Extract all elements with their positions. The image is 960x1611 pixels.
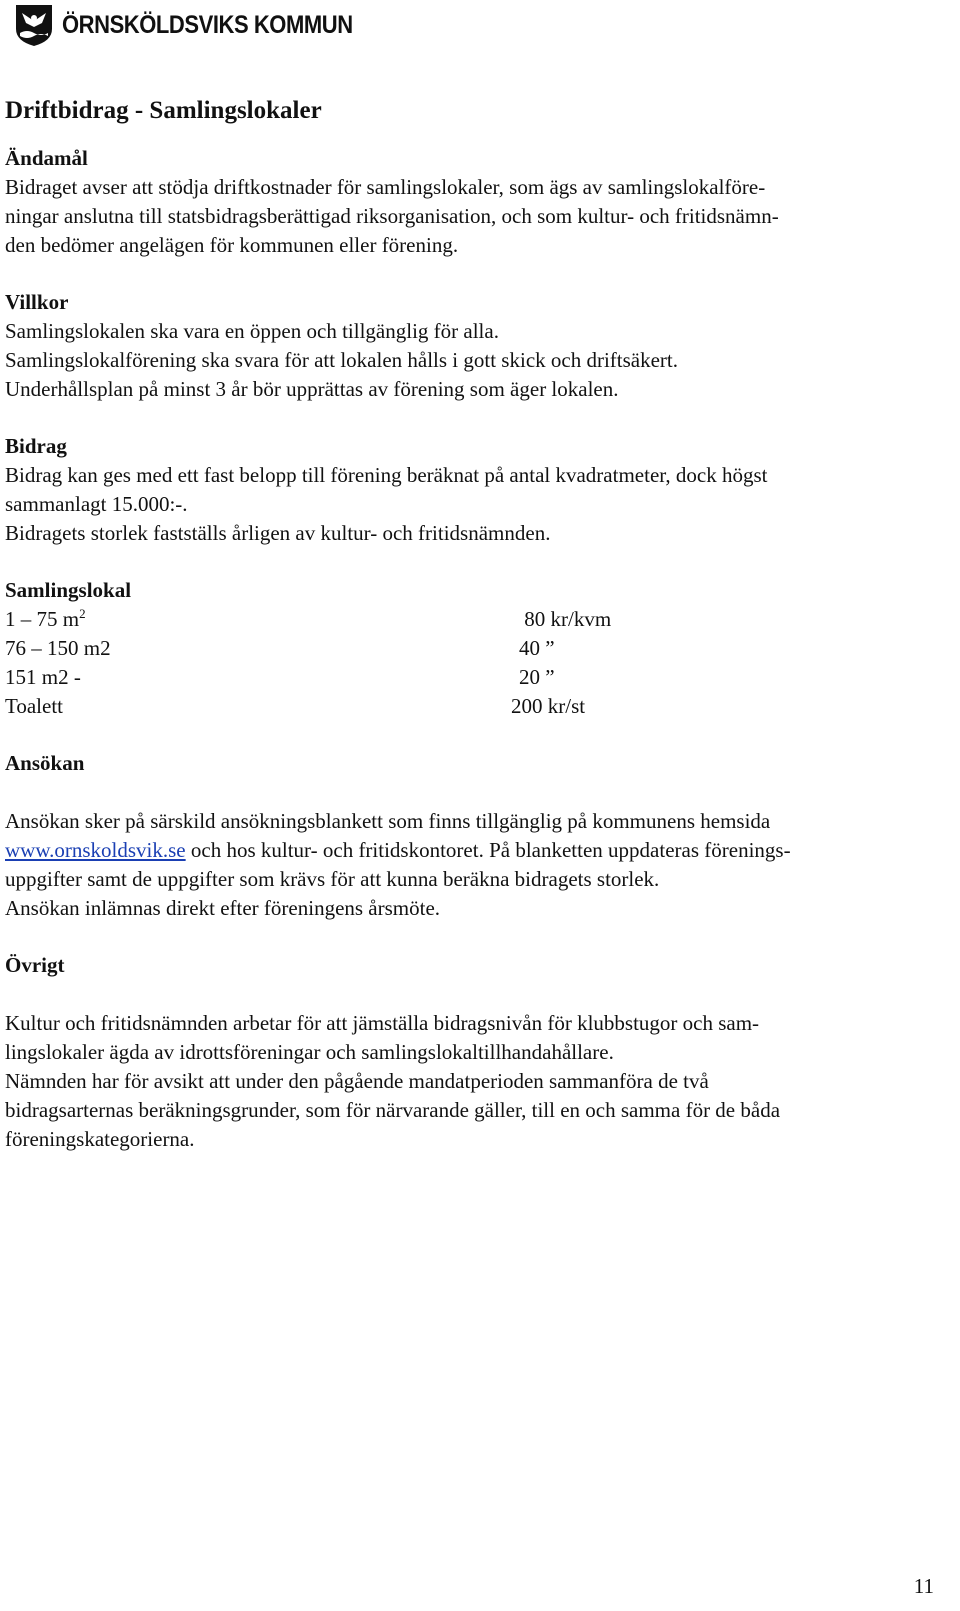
spacer: [5, 778, 935, 807]
org-name: ÖRNSKÖLDSVIKS KOMMUN: [62, 10, 353, 39]
rate-value: 20 ”: [519, 665, 555, 689]
section-andamal: [5, 144, 935, 260]
document-body: [5, 96, 935, 1182]
paragraph-line: Ansökan inlämnas direkt efter föreningens årsmöte.: [5, 896, 441, 920]
spacer: [5, 980, 935, 1009]
section-heading: Samlingslokal: [5, 578, 132, 602]
paragraph-line: Samlingslokalförening ska svara för att lokalen hålls i gott skick och driftsäkert.: [5, 348, 679, 372]
paragraph-line: Ansökan sker på särskild ansökningsblankett som finns tillgänglig på kommunens hemsida: [5, 809, 771, 833]
section-heading: Villkor: [5, 290, 69, 314]
paragraph-line: www.ornskoldsvik.se och hos kultur- och fritidskontoret. På blanketten uppdateras förenings-: [5, 838, 791, 862]
rate-size: 151 m2 -: [5, 665, 81, 689]
website-link[interactable]: www.ornskoldsvik.se: [5, 838, 186, 862]
rate-size: Toalett: [5, 694, 64, 718]
rate-row: [5, 634, 935, 663]
section-heading: Övrigt: [5, 953, 65, 977]
rate-row: [5, 692, 935, 721]
paragraph-line: Underhållsplan på minst 3 år bör upprättas av förening som äger lokalen.: [5, 377, 619, 401]
rate-row: [5, 605, 935, 634]
rate-value: 200 kr/st: [511, 694, 586, 718]
section-heading: Bidrag: [5, 434, 67, 458]
page-title: Driftbidrag - Samlingslokaler: [5, 97, 322, 124]
paragraph-line: Bidraget avser att stödja driftkostnader för samlingslokaler, som ägs av samlingslokalföre-: [5, 175, 766, 199]
section-heading: Ändamål: [5, 146, 88, 170]
page-number: 11: [913, 1574, 934, 1598]
paragraph-line: den bedömer angelägen för kommunen eller förening.: [5, 233, 459, 257]
section-villkor: [5, 288, 935, 404]
section-bidrag: [5, 432, 935, 548]
rate-value: 80 kr/kvm: [519, 607, 612, 631]
paragraph-line: Kultur och fritidsnämnden arbetar för att jämställa bidragsnivån för klubbstugor och sam-: [5, 1011, 760, 1035]
rate-row: [5, 663, 935, 692]
paragraph-line: föreningskategorierna.: [5, 1127, 195, 1151]
rate-size: 1 – 75 $m^2$: [5, 606, 86, 631]
page-header: [14, 2, 392, 48]
paragraph-line: Bidrag kan ges med ett fast belopp till förening beräknat på antal kvadratmeter, dock högst: [5, 463, 768, 487]
section-ovrigt: [5, 951, 935, 1154]
section-samlingslokal: [5, 576, 935, 721]
rate-value: 40 ”: [519, 636, 555, 660]
rate-size: 76 – 150 m2: [5, 636, 111, 660]
paragraph-line: sammanlagt 15.000:-.: [5, 492, 188, 516]
paragraph-line: bidragsarternas beräkningsgrunder, som för närvarande gäller, till en och samma för de båda: [5, 1098, 781, 1122]
superscript: 2: [79, 606, 86, 621]
paragraph-line: ningar anslutna till statsbidragsberättigad riksorganisation, och som kultur- och fritidsnämn-: [5, 204, 779, 228]
paragraph-line: uppgifter samt de uppgifter som krävs för att kunna beräkna bidragets storlek.: [5, 867, 660, 891]
municipal-crest-icon: [14, 3, 54, 47]
section-heading: Ansökan: [5, 751, 85, 775]
paragraph-line: Samlingslokalen ska vara en öppen och tillgänglig för alla.: [5, 319, 499, 343]
paragraph-line: lingslokaler ägda av idrottsföreningar och samlingslokaltillhandahållare.: [5, 1040, 614, 1064]
paragraph-line: Bidragets storlek fastställs årligen av kultur- och fritidsnämnden.: [5, 521, 551, 545]
paragraph-line: Nämnden har för avsikt att under den pågående mandatperioden sammanföra de två: [5, 1069, 709, 1093]
section-ansokan: [5, 749, 935, 923]
